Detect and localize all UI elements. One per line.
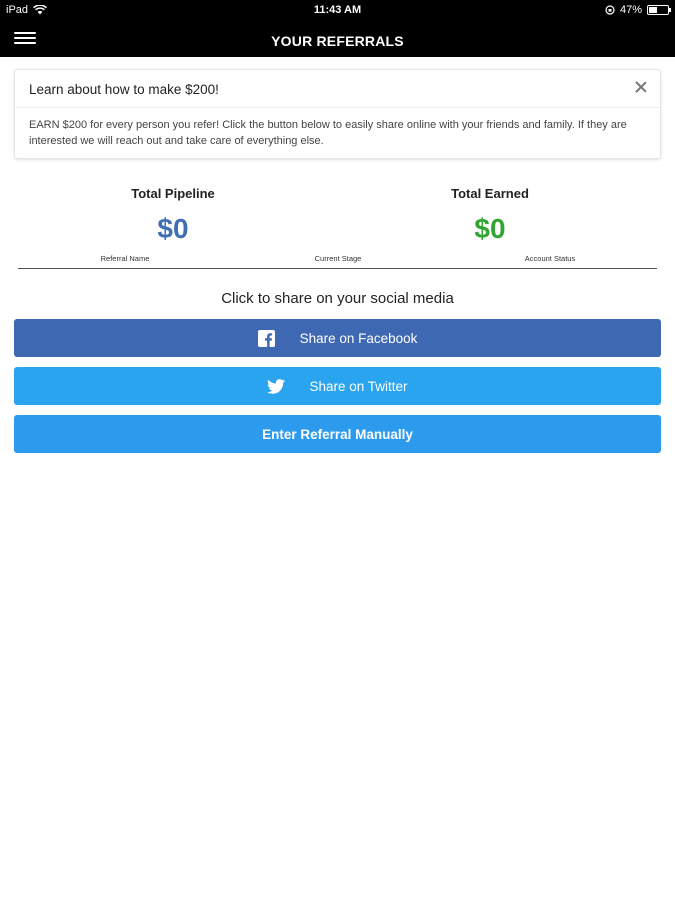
enter-referral-manually-label: Enter Referral Manually <box>262 426 413 442</box>
total-earned-value: $0 <box>474 213 506 244</box>
total-earned-label: Total Earned <box>451 186 529 201</box>
info-card <box>14 69 661 159</box>
close-icon[interactable] <box>634 80 648 94</box>
share-facebook-label: Share on Facebook <box>299 330 418 346</box>
status-bar <box>0 0 675 20</box>
column-header-account-status: Account Status <box>524 254 576 263</box>
share-twitter-button[interactable] <box>14 367 661 405</box>
info-card-title: Learn about how to make $200! <box>29 82 219 97</box>
info-card-header <box>15 70 660 108</box>
battery-icon <box>647 5 669 15</box>
share-twitter-label: Share on Twitter <box>309 378 408 394</box>
status-right <box>605 4 669 16</box>
top-bar <box>0 0 675 57</box>
facebook-icon <box>258 329 276 347</box>
column-header-referral-name: Referral Name <box>100 254 150 263</box>
status-time: 11:43 AM <box>313 4 362 16</box>
column-header-current-stage: Current Stage <box>314 254 362 263</box>
share-heading: Click to share on your social media <box>221 290 454 307</box>
battery-percent: 47% <box>619 4 642 16</box>
nav-bar <box>0 20 675 57</box>
device-name: iPad <box>6 4 29 16</box>
enter-referral-manually-button[interactable] <box>14 415 661 453</box>
twitter-icon <box>267 377 285 395</box>
page-title: YOUR REFERRALS <box>271 33 404 49</box>
orientation-lock-icon <box>605 5 615 15</box>
total-pipeline-label: Total Pipeline <box>131 186 215 201</box>
table-divider <box>18 268 657 269</box>
total-pipeline-value: $0 <box>157 213 189 244</box>
info-card-body: EARN $200 for every person you refer! Click the button below to easily share online with your friends and family. If they are interested we will reach out and take care of everything else. <box>29 119 627 147</box>
share-facebook-button[interactable] <box>14 319 661 357</box>
battery-fill <box>649 7 657 13</box>
